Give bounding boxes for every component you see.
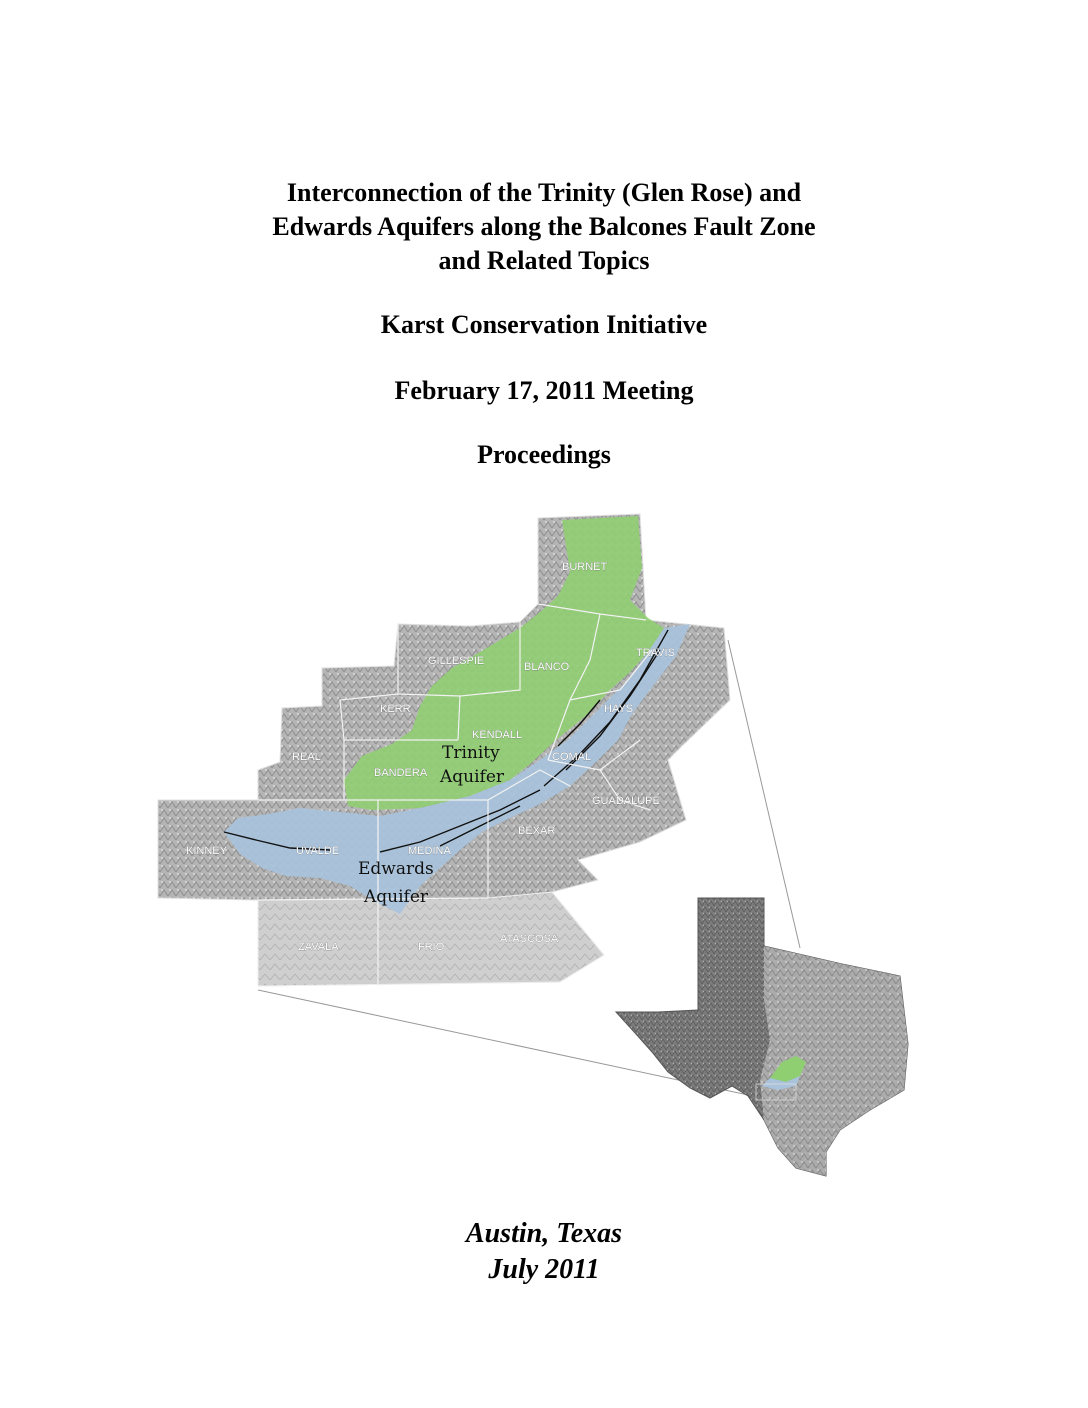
title-line-3: and Related Topics [438, 246, 650, 275]
document-type: Proceedings [477, 440, 611, 469]
county-label-blanco: BLANCO [524, 661, 570, 673]
county-label-comal: COMAL [552, 751, 592, 763]
county-label-gillespie: GILLESPIE [428, 655, 485, 667]
county-label-uvalde: UVALDE [296, 845, 340, 857]
edwards-label-line-1: Edwards [358, 859, 434, 879]
publication-info [0, 1216, 1088, 1288]
county-label-bexar: BEXAR [518, 825, 556, 837]
edwards-label-line-2: Aquifer [364, 887, 429, 907]
title-line-2: Edwards Aquifers along the Balcones Fault Zone [272, 212, 816, 241]
county-label-guadalupe: GUADALUPE [592, 795, 660, 807]
trinity-label-line-2: Aquifer [440, 767, 505, 787]
trinity-label-line-1: Trinity [442, 743, 500, 763]
county-label-medina: MEDINA [408, 845, 451, 857]
county-label-bandera: BANDERA [374, 767, 428, 779]
county-label-travis: TRAVIS [636, 647, 675, 659]
county-label-atascosa: ATASCOSA [500, 933, 559, 945]
title-line-1: Interconnection of the Trinity (Glen Rose) and [286, 178, 802, 207]
publication-date: July 2011 [488, 1254, 600, 1285]
county-label-kinney: KINNEY [186, 845, 227, 857]
meeting-date: February 17, 2011 Meeting [394, 376, 694, 405]
county-label-kendall: KENDALL [472, 729, 523, 741]
county-label-real: REAL [292, 751, 321, 763]
county-label-burnet: BURNET [562, 561, 608, 573]
county-label-zavala: ZAVALA [298, 941, 339, 953]
publication-location: Austin, Texas [465, 1218, 623, 1249]
county-label-kerr: KERR [380, 703, 411, 715]
texas-inset-map [616, 898, 908, 1176]
organization-name: Karst Conservation Initiative [380, 310, 708, 339]
county-label-frio: FRIO [418, 941, 445, 953]
county-label-hays: HAYS [604, 703, 634, 715]
